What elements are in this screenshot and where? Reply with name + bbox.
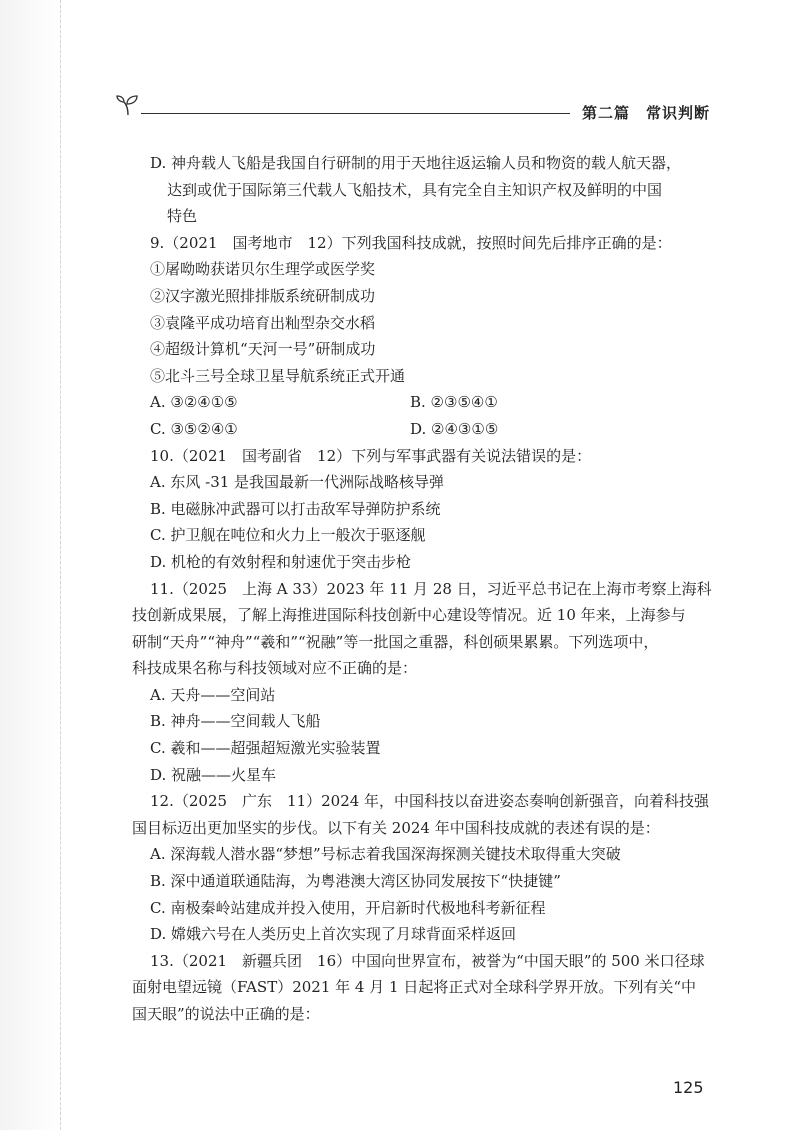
text-line-q11-b: B. 神舟——空间载人飞船 xyxy=(150,712,321,731)
text-line-q9-stem: 9.（2021 国考地市 12）下列我国科技成就，按照时间先后排序正确的是： xyxy=(150,233,672,252)
text-line-q11-stem-4: 科技成果名称与科技领域对应不正确的是： xyxy=(132,659,418,678)
text-line-q12-stem-1: 12.（2025 广东 11）2024 年，中国科技以奋进姿态奏响创新强音，向着科技强 xyxy=(150,792,710,811)
text-line-q9-item-3: ③袁隆平成功培育出籼型杂交水稻 xyxy=(150,313,376,332)
text-line-q10-d: D. 机枪的有效射程和射速优于突击步枪 xyxy=(150,552,412,571)
text-line-q9-item-5: ⑤北斗三号全球卫星导航系统正式开通 xyxy=(150,366,406,385)
option-q9-options-cd-1: D. ②④③①⑤ xyxy=(410,419,499,438)
text-line-q11-a: A. 天舟——空间站 xyxy=(150,685,276,704)
text-line-q11-stem-3: 研制“天舟”“神舟”“羲和”“祝融”等一批国之重器，科创硕果累累。下列选项中， xyxy=(132,632,659,651)
text-line-q11-c: C. 羲和——超强超短激光实验装置 xyxy=(150,739,381,758)
text-line-q9-item-4: ④超级计算机“天河一号”研制成功 xyxy=(150,340,376,359)
sprout-icon xyxy=(115,94,141,116)
text-line-q11-d: D. 祝融——火星车 xyxy=(150,765,277,784)
page-number: 125 xyxy=(673,1078,704,1097)
text-line-q13-stem-1: 13.（2021 新疆兵团 16）中国向世界宣布，被誉为“中国天眼”的 500 米口径球 xyxy=(150,951,705,970)
header-rule xyxy=(141,113,570,114)
text-line-q11-stem-2: 技创新成果展，了解上海推进国际科技创新中心建设等情况。近 10 年来，上海参与 xyxy=(132,606,686,625)
text-line-q9-options-cd xyxy=(150,416,710,443)
text-line-q12-c: C. 南极秦岭站建成并投入使用，开启新时代极地科考新征程 xyxy=(150,898,546,917)
text-line-q12-d: D. 嫦娥六号在人类历史上首次实现了月球背面采样返回 xyxy=(150,925,517,944)
section-title: 第二篇 常识判断 xyxy=(581,104,710,122)
option-q9-options-ab-0: A. ③②④①⑤ xyxy=(150,393,238,412)
text-line-q10-c: C. 护卫舰在吨位和火力上一般次于驱逐舰 xyxy=(150,526,426,545)
text-line-q12-stem-2: 国目标迈出更加坚实的步伐。以下有关 2024 年中国科技成就的表述有误的是： xyxy=(132,818,660,837)
text-line-q10-stem: 10.（2021 国考副省 12）下列与军事武器有关说法错误的是： xyxy=(150,446,592,465)
option-q9-options-cd-0: C. ③⑤②④① xyxy=(150,419,238,438)
text-line-q11-stem-1: 11.（2025 上海 A 33）2023 年 11 月 28 日，习近平总书记在上海市考察上海科 xyxy=(150,579,712,598)
option-q9-options-ab-1: B. ②③⑤④① xyxy=(410,393,498,412)
text-line-q8-d-2: 达到或优于国际第三代载人飞船技术，具有完全自主知识产权及鲜明的中国 xyxy=(167,180,663,199)
binding-edge xyxy=(0,0,61,1130)
text-line-q8-d-1: D. 神舟载人飞船是我国自行研制的用于天地往返运输人员和物资的载人航天器， xyxy=(150,154,682,172)
page-content xyxy=(132,150,712,1028)
text-line-q13-stem-2: 面射电望远镜（FAST）2021 年 4 月 1 日起将正式对全球科学界开放。下列有关“中 xyxy=(132,978,696,997)
text-line-q12-b: B. 深中通道联通陆海，为粤港澳大湾区协同发展按下“快捷键” xyxy=(150,872,561,891)
text-line-q8-d-3: 特色 xyxy=(167,207,198,226)
text-line-q10-a: A. 东风 -31 是我国最新一代洲际战略核导弹 xyxy=(150,473,445,492)
text-line-q13-stem-3: 国天眼”的说法中正确的是： xyxy=(132,1005,320,1023)
text-line-q10-b: B. 电磁脉冲武器可以打击敌军导弹防护系统 xyxy=(150,499,441,518)
text-line-q9-item-1: ①屠呦呦获诺贝尔生理学或医学奖 xyxy=(150,260,376,279)
text-line-q9-options-ab xyxy=(150,389,710,416)
text-line-q12-a: A. 深海载人潜水器“梦想”号标志着我国深海探测关键技术取得重大突破 xyxy=(150,845,621,864)
text-line-q9-item-2: ②汉字激光照排排版系统研制成功 xyxy=(150,286,376,305)
running-header xyxy=(115,92,710,122)
